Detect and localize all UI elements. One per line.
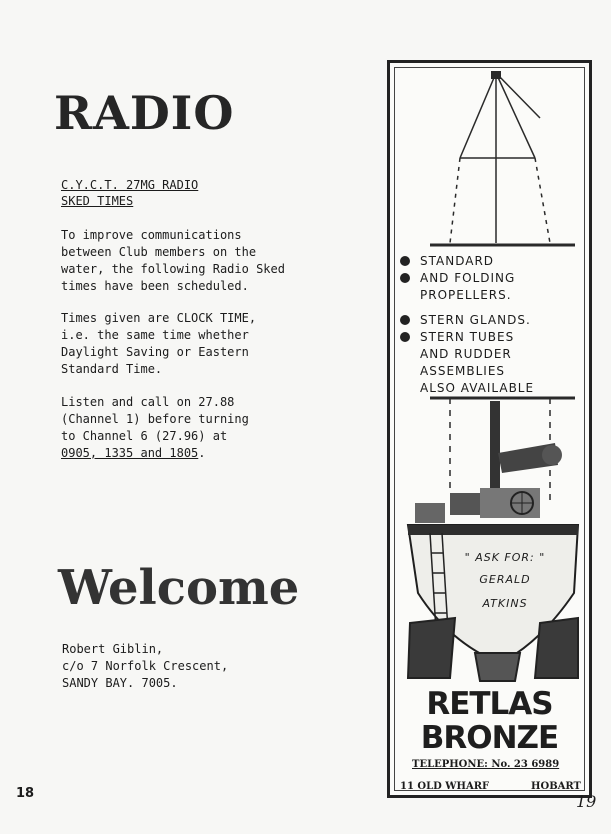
sked-heading-line1: C.Y.C.T. 27MG RADIO bbox=[61, 178, 199, 192]
retlas-bronze-advert bbox=[387, 60, 592, 798]
intro-line: To improve communications bbox=[61, 228, 242, 242]
sked-times: 0905, 1335 and 1805 bbox=[61, 446, 199, 460]
advert-item bbox=[420, 270, 590, 287]
advert-item bbox=[420, 287, 590, 304]
brand-line-1: RETLAS bbox=[426, 686, 553, 722]
advert-item-text: STANDARD bbox=[420, 254, 495, 268]
address-line: SANDY BAY. 7005. bbox=[62, 676, 178, 690]
page-number-left: 18 bbox=[16, 786, 35, 801]
channel-paragraph bbox=[61, 394, 321, 462]
advert-city: HOBART bbox=[531, 781, 581, 792]
bullet-icon bbox=[400, 256, 410, 266]
bullet-icon bbox=[400, 332, 410, 342]
advert-item bbox=[420, 380, 590, 397]
bullet-icon bbox=[400, 315, 410, 325]
page-title: RADIO bbox=[54, 86, 235, 140]
contact-last-name: ATKINS bbox=[482, 597, 528, 610]
channel-line: Listen and call on 27.88 bbox=[61, 395, 235, 409]
advert-item-text: PROPELLERS. bbox=[420, 288, 512, 302]
telephone-number: TELEPHONE: No. 23 6989 bbox=[412, 759, 560, 770]
address-line: Robert Giblin, bbox=[62, 642, 164, 656]
channel-line: to Channel 6 (27.96) at bbox=[61, 429, 228, 443]
clock-line: Standard Time. bbox=[61, 362, 163, 376]
intro-line: water, the following Radio Sked bbox=[61, 262, 285, 276]
advert-item bbox=[420, 363, 590, 380]
intro-line: between Club members on the bbox=[61, 245, 257, 259]
welcome-heading: Welcome bbox=[58, 560, 300, 616]
advert-item-text: ASSEMBLIES bbox=[420, 364, 506, 378]
intro-line: times have been scheduled. bbox=[61, 279, 249, 293]
brand-line-2: BRONZE bbox=[420, 720, 559, 756]
address-line: c/o 7 Norfolk Crescent, bbox=[62, 659, 229, 673]
advert-item bbox=[420, 329, 590, 346]
advert-item-text: AND FOLDING bbox=[420, 271, 516, 285]
brand-logo-text bbox=[390, 687, 589, 755]
sked-heading bbox=[61, 177, 198, 209]
channel-line: (Channel 1) before turning bbox=[61, 412, 249, 426]
page-number-right: 19 bbox=[576, 792, 597, 811]
advert-address bbox=[400, 781, 581, 792]
advert-item bbox=[420, 253, 590, 270]
advert-street: 11 OLD WHARF bbox=[400, 781, 490, 792]
advert-item-text: STERN GLANDS. bbox=[420, 313, 531, 327]
clock-line: Times given are CLOCK TIME, bbox=[61, 311, 257, 325]
advert-item-text: STERN TUBES bbox=[420, 330, 515, 344]
advert-product-list bbox=[420, 253, 590, 397]
ask-for-label: " ASK FOR: " bbox=[464, 551, 546, 564]
sked-heading-line2: SKED TIMES bbox=[61, 194, 134, 208]
advert-item bbox=[420, 312, 590, 329]
contact-first-name: GERALD bbox=[479, 573, 531, 586]
clock-time-paragraph bbox=[61, 310, 321, 378]
member-address bbox=[62, 641, 228, 692]
advert-item-text: ALSO AVAILABLE bbox=[420, 381, 535, 395]
intro-paragraph bbox=[61, 227, 321, 295]
advert-item bbox=[420, 346, 590, 363]
clock-line: i.e. the same time whether bbox=[61, 328, 249, 342]
advert-item-text: AND RUDDER bbox=[420, 347, 512, 361]
bullet-icon bbox=[400, 273, 410, 283]
sked-times-period: . bbox=[198, 446, 206, 460]
clock-line: Daylight Saving or Eastern bbox=[61, 345, 249, 359]
